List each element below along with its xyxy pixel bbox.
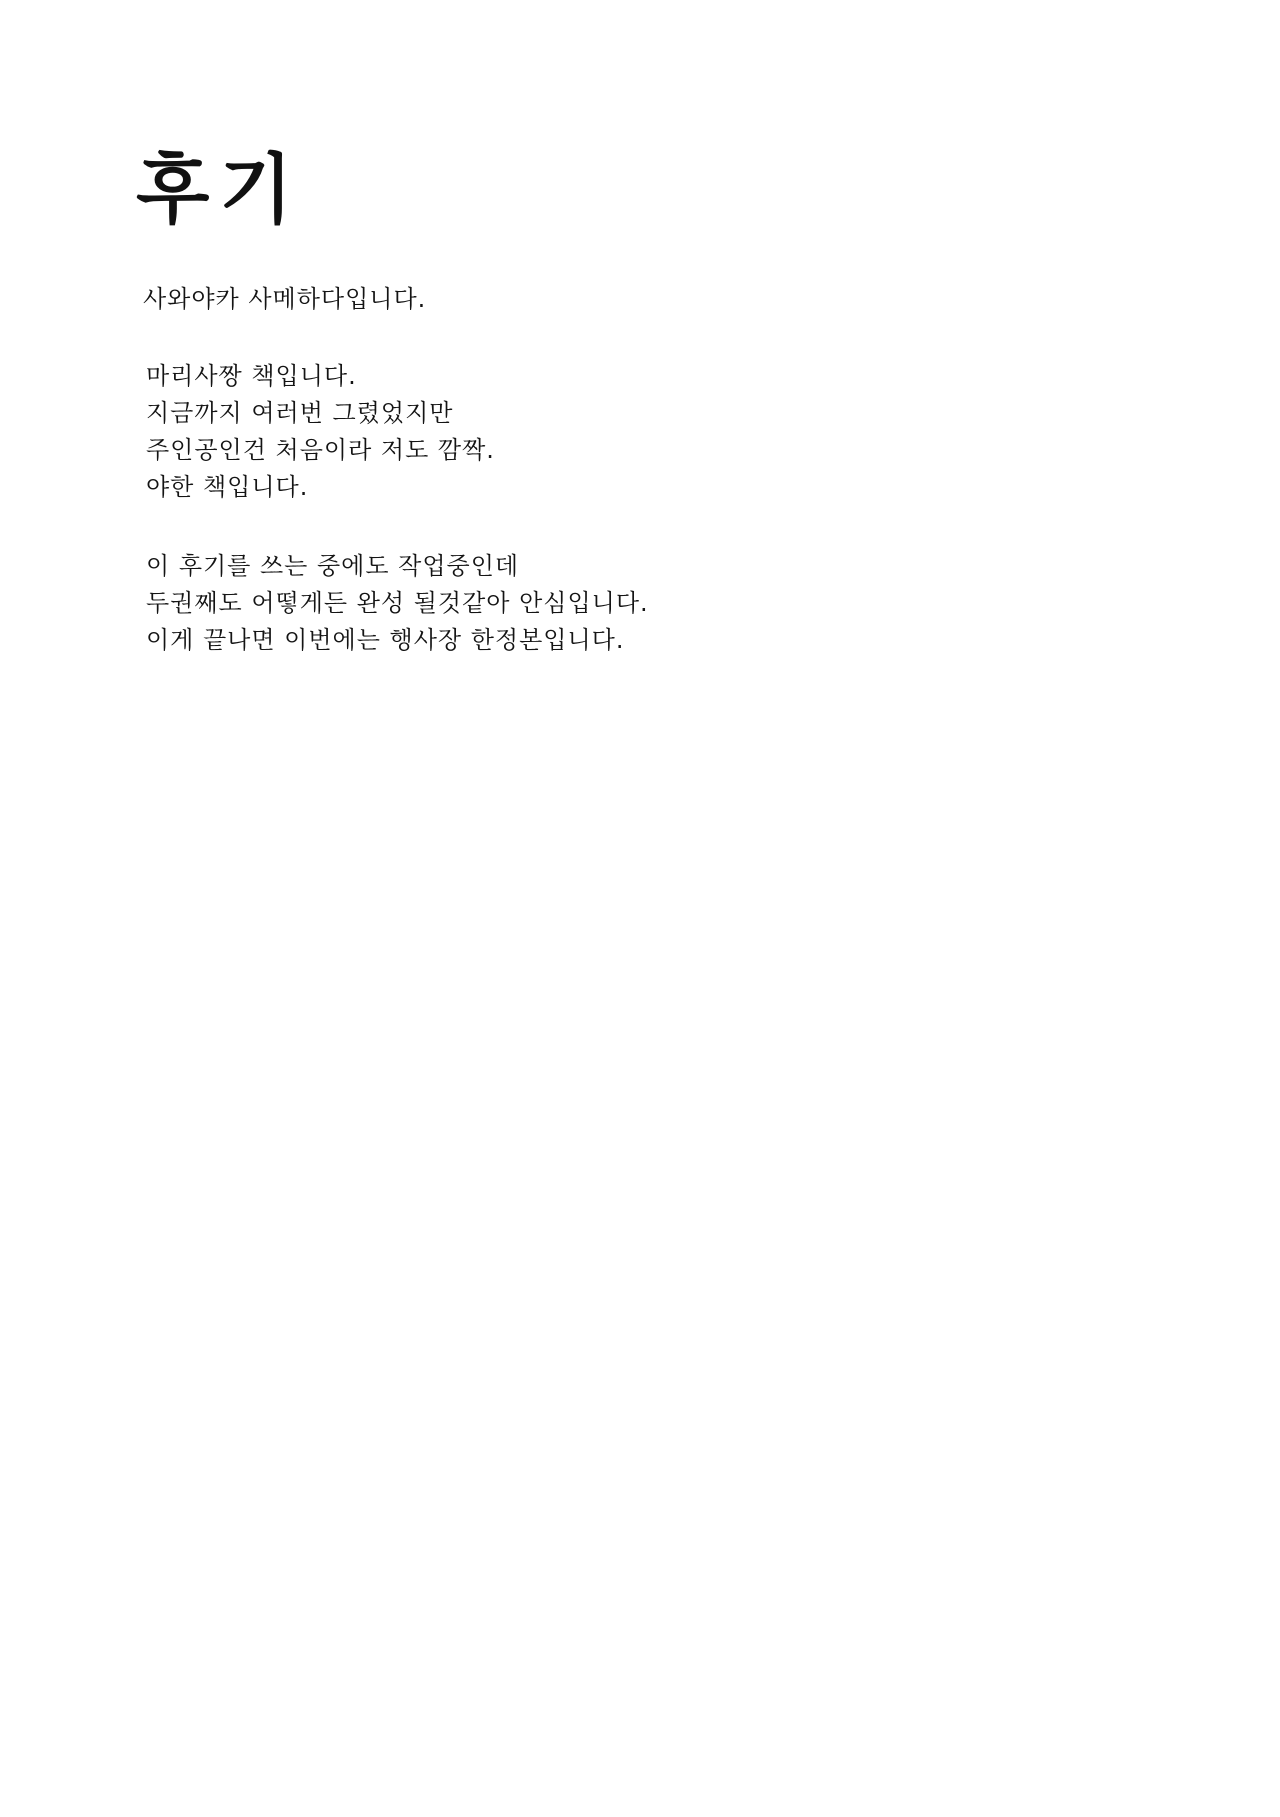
paragraph-book-intro — [146, 358, 495, 506]
text-line: 이게 끝나면 이번에는 행사장 한정본입니다. — [146, 626, 625, 654]
text-line: 야한 책입니다. — [146, 473, 309, 501]
text-line: 주인공인건 처음이라 저도 깜짝. — [146, 436, 495, 464]
paragraph-progress-note — [146, 548, 649, 659]
text-line: 이 후기를 쓰는 중에도 작업중인데 — [146, 552, 520, 580]
text-line: 지금까지 여러번 그렸었지만 — [146, 399, 454, 427]
text-line: 마리사짱 책입니다. — [146, 362, 357, 390]
page-title: 후기 — [136, 145, 303, 234]
author-greeting: 사와야카 사메하다입니다. — [143, 285, 427, 313]
text-line: 두권째도 어떻게든 완성 될것같아 안심입니다. — [146, 589, 649, 617]
